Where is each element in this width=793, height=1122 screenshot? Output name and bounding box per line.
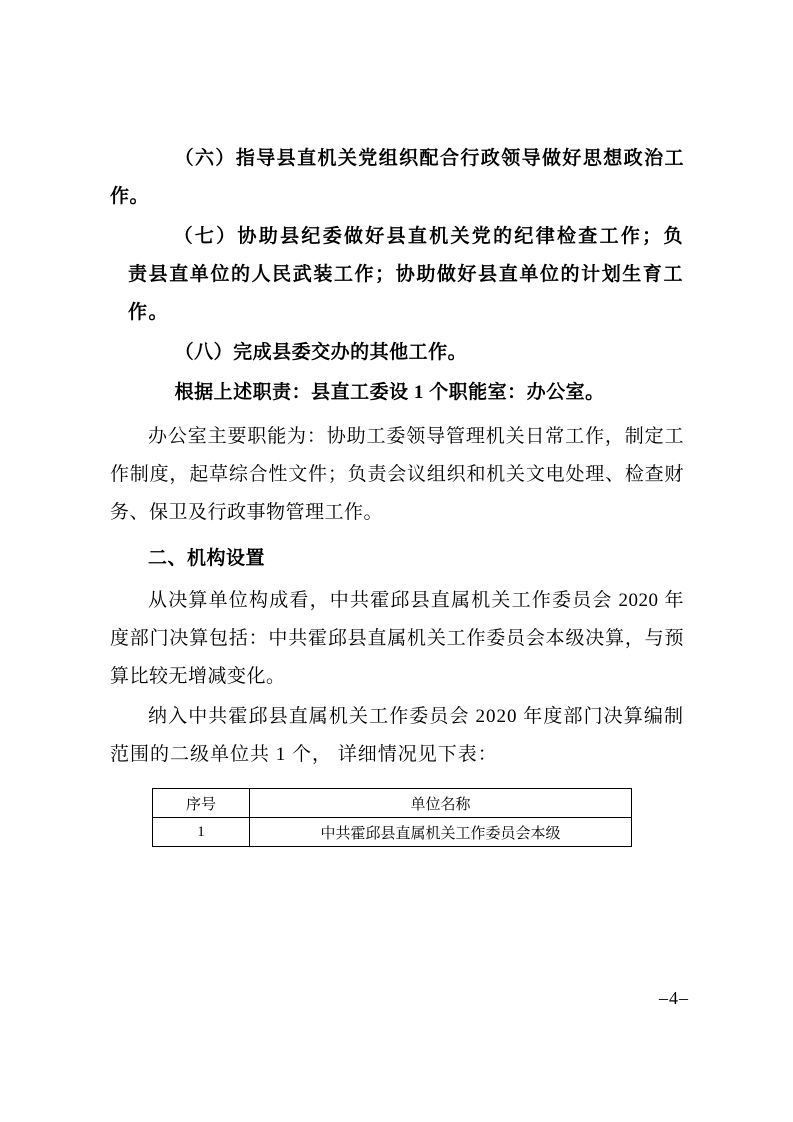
table-row bbox=[153, 818, 632, 847]
paragraph-office-function: 办公室主要职能为：协助工委领导管理机关日常工作，制定工作制度，起草综合性文件；负责会议组织和机关文电处理、检查财务、保卫及行政事物管理工作。 bbox=[110, 426, 684, 523]
section-heading-organization: 二、机构设置 bbox=[148, 548, 266, 569]
unit-table-body bbox=[153, 818, 632, 847]
table-header-seq: 序号 bbox=[153, 789, 250, 818]
paragraph-office-setup: 根据上述职责：县直工委设 1 个职能室：办公室。 bbox=[174, 382, 605, 403]
paragraph-duty-6: （六）指导县直机关党组织配合行政领导做好思想政治工作。 bbox=[110, 148, 684, 207]
paragraph-unit-count: 纳入中共霍邱县直属机关工作委员会 2020 年度部门决算编制范围的二级单位共 1 个， 详细情况见下表： bbox=[110, 706, 684, 765]
page-number: –4– bbox=[659, 988, 689, 1008]
unit-table-head bbox=[153, 789, 632, 818]
table-cell-seq: 1 bbox=[153, 818, 250, 847]
table-header-unit-name: 单位名称 bbox=[250, 789, 632, 818]
unit-table bbox=[152, 788, 632, 847]
paragraph-budget-scope: 从决算单位构成看，中共霍邱县直属机关工作委员会 2020 年度部门决算包括：中共霍邱县直属机关工作委员会本级决算，与预算比较无增减变化。 bbox=[110, 590, 684, 687]
paragraph-duty-8: （八）完成县委交办的其他工作。 bbox=[174, 342, 468, 363]
table-cell-unit-name: 中共霍邱县直属机关工作委员会本级 bbox=[250, 818, 632, 847]
paragraph-duty-7: （七）协助县纪委做好县直机关党的纪律检查工作；负责县直单位的人民武装工作；协助做好县直单位的计划生育工作。 bbox=[128, 226, 684, 323]
table-header-row bbox=[153, 789, 632, 818]
document-body bbox=[110, 140, 684, 847]
